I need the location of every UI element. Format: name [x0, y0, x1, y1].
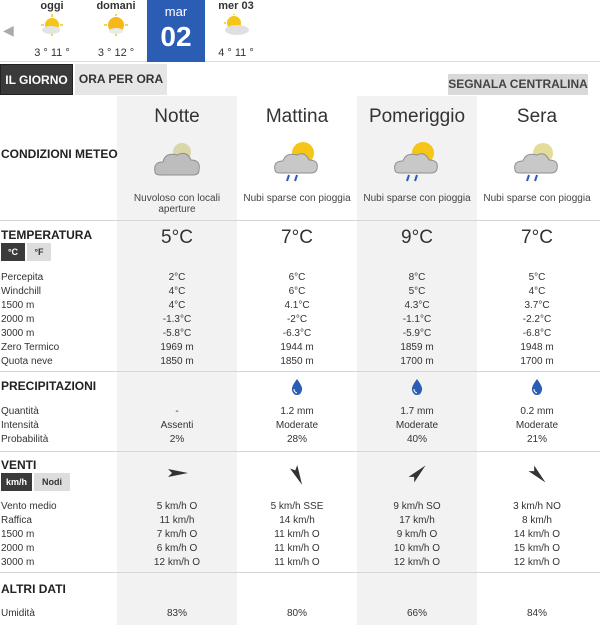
cell-wind-mean: 9 km/h SO	[393, 501, 441, 512]
period-name: Sera	[516, 106, 558, 127]
temperature-value: 7°C	[281, 227, 313, 248]
wind-direction-icon	[117, 462, 237, 489]
day-selector	[0, 0, 600, 62]
raindrop-icon	[357, 379, 477, 400]
cell-perceived: 5°C	[528, 272, 546, 283]
cell-gust: 11 km/h	[159, 515, 195, 526]
cell-quantity: 1.7 mm	[400, 406, 434, 417]
cell-t3000: -5.8°C	[162, 328, 192, 339]
period-name: Mattina	[265, 106, 329, 127]
cell-t3000: -6.8°C	[522, 328, 552, 339]
row-label: Raffica	[1, 515, 32, 526]
cell-probability: 2%	[169, 434, 185, 445]
celsius-button[interactable]: °C	[1, 243, 25, 261]
row-label: 2000 m	[1, 543, 35, 554]
report-station-button[interactable]: SEGNALA CENTRALINA	[448, 74, 588, 95]
wind-direction-icon	[477, 462, 597, 491]
cell-w1500: 9 km/h O	[396, 529, 438, 540]
cell-w3000: 12 km/h O	[513, 557, 561, 568]
fahrenheit-button[interactable]: °F	[27, 243, 51, 261]
arrow-left-icon[interactable]: ◀	[3, 22, 14, 38]
wind-direction-icon	[357, 462, 477, 491]
cell-gust: 14 km/h	[279, 515, 315, 526]
cell-zero: 1944 m	[280, 342, 314, 353]
cell-w2000: 10 km/h O	[393, 543, 441, 554]
cell-zero: 1969 m	[160, 342, 194, 353]
cell-gust: 17 km/h	[399, 515, 435, 526]
cell-quantity: -	[175, 406, 179, 417]
cell-t2000: -1.3°C	[162, 314, 192, 325]
row-label: Quantità	[1, 406, 39, 417]
cell-t1500: 4.1°C	[284, 300, 310, 311]
period-description: Nuvoloso con locali aperture	[133, 193, 221, 215]
row-label: 1500 m	[1, 529, 35, 540]
cell-humidity: 84%	[526, 608, 547, 619]
day-name: domani	[96, 0, 136, 12]
divider	[0, 371, 600, 372]
cell-t1500: 3.7°C	[524, 300, 550, 311]
day-tomorrow[interactable]	[86, 0, 146, 62]
kmh-button[interactable]: km/h	[1, 473, 32, 491]
row-label: Probabilità	[1, 434, 49, 445]
divider	[0, 451, 600, 452]
row-label: Zero Termico	[1, 342, 60, 353]
cell-probability: 40%	[406, 434, 427, 445]
row-label: Vento medio	[1, 501, 57, 512]
cell-windchill: 6°C	[288, 286, 306, 297]
raindrop-icon	[477, 379, 597, 400]
cell-t2000: -2°C	[286, 314, 308, 325]
cell-windchill: 5°C	[408, 286, 426, 297]
day-name: oggi	[40, 0, 64, 12]
row-label: 1500 m	[1, 300, 35, 311]
cell-t3000: -5.9°C	[402, 328, 432, 339]
cell-w1500: 11 km/h O	[274, 529, 320, 540]
row-label: Quota neve	[1, 356, 53, 367]
sun-icon	[103, 14, 129, 39]
cell-intensity: Moderate	[515, 420, 559, 431]
cell-w2000: 11 km/h O	[274, 543, 320, 554]
row-label: 3000 m	[1, 557, 35, 568]
period-name: Pomeriggio	[368, 106, 466, 127]
cell-t3000: -6.3°C	[282, 328, 312, 339]
row-label: Intensità	[1, 420, 39, 431]
period-description: Nubi sparse con pioggia	[483, 193, 591, 204]
knots-button[interactable]: Nodi	[34, 473, 70, 491]
cell-perceived: 6°C	[288, 272, 306, 283]
cell-humidity: 80%	[286, 608, 307, 619]
day-temps: 4 ° 11 °	[218, 47, 254, 59]
moon-cloud-rain-icon	[477, 140, 597, 189]
day-name: mer 03	[218, 0, 254, 12]
cell-perceived: 8°C	[408, 272, 426, 283]
cell-w3000: 12 km/h O	[393, 557, 441, 568]
tab-day[interactable]: IL GIORNO	[0, 64, 73, 95]
cell-gust: 8 km/h	[521, 515, 552, 526]
row-label: Umidità	[1, 608, 35, 619]
cell-w1500: 14 km/h O	[513, 529, 561, 540]
section-other: ALTRI DATI	[1, 582, 66, 596]
period-description: Nubi sparse con pioggia	[243, 193, 351, 204]
cell-t1500: 4.3°C	[404, 300, 430, 311]
row-label: 2000 m	[1, 314, 35, 325]
section-wind: VENTI	[1, 458, 37, 472]
raindrop-icon	[237, 379, 357, 400]
cell-snow: 1700 m	[520, 356, 554, 367]
cell-windchill: 4°C	[528, 286, 546, 297]
cell-humidity: 66%	[406, 608, 427, 619]
row-label: Windchill	[1, 286, 42, 297]
section-conditions: CONDIZIONI METEO	[1, 147, 118, 161]
section-precipitation: PRECIPITAZIONI	[1, 379, 97, 393]
sun-icon	[39, 14, 65, 39]
cell-snow: 1850 m	[160, 356, 194, 367]
cloud-moon-icon	[117, 140, 237, 185]
day-temps: 3 ° 12 °	[97, 47, 135, 59]
forecast-grid	[0, 96, 600, 625]
divider	[0, 572, 600, 573]
cell-humidity: 83%	[166, 608, 187, 619]
row-label: Percepita	[1, 272, 44, 283]
sun-cloud-icon	[221, 14, 251, 39]
section-temperature: TEMPERATURA	[1, 228, 93, 242]
cell-t2000: -2.2°C	[522, 314, 552, 325]
cell-t2000: -1.1°C	[402, 314, 432, 325]
temperature-value: 5°C	[161, 227, 193, 248]
cell-t1500: 4°C	[168, 300, 186, 311]
cell-windchill: 4°C	[168, 286, 186, 297]
day-temps: 3 ° 11 °	[34, 47, 70, 59]
day-name: mar	[164, 4, 188, 19]
cell-snow: 1850 m	[280, 356, 314, 367]
period-name: Notte	[154, 106, 200, 127]
cell-perceived: 2°C	[168, 272, 186, 283]
period-description: Nubi sparse con pioggia	[363, 193, 471, 204]
cell-snow: 1700 m	[400, 356, 434, 367]
day-number: 02	[160, 21, 192, 52]
temperature-value: 7°C	[521, 227, 553, 248]
divider	[0, 220, 600, 221]
cell-intensity: Moderate	[395, 420, 439, 431]
sun-cloud-rain-icon	[357, 140, 477, 189]
cell-intensity: Moderate	[275, 420, 319, 431]
cell-w3000: 11 km/h O	[274, 557, 320, 568]
cell-wind-mean: 5 km/h O	[156, 501, 198, 512]
cell-wind-mean: 3 km/h NO	[513, 501, 561, 512]
cell-intensity: Assenti	[160, 420, 194, 431]
cell-w1500: 7 km/h O	[156, 529, 198, 540]
cell-quantity: 1.2 mm	[280, 406, 314, 417]
cell-probability: 28%	[286, 434, 307, 445]
wind-direction-icon	[237, 462, 357, 491]
row-label: 3000 m	[1, 328, 35, 339]
day-today[interactable]	[22, 0, 82, 62]
cell-w2000: 6 km/h O	[156, 543, 198, 554]
cell-w3000: 12 km/h O	[153, 557, 201, 568]
day-selected[interactable]	[147, 0, 205, 62]
cell-probability: 21%	[526, 434, 547, 445]
cell-wind-mean: 5 km/h SSE	[270, 501, 324, 512]
tab-hourly[interactable]: ORA PER ORA	[75, 64, 167, 95]
sun-cloud-rain-icon	[237, 140, 357, 189]
temperature-value: 9°C	[401, 227, 433, 248]
day-wednesday[interactable]	[205, 0, 267, 62]
cell-w2000: 15 km/h O	[513, 543, 561, 554]
cell-quantity: 0.2 mm	[520, 406, 554, 417]
cell-zero: 1859 m	[400, 342, 434, 353]
cell-zero: 1948 m	[520, 342, 554, 353]
